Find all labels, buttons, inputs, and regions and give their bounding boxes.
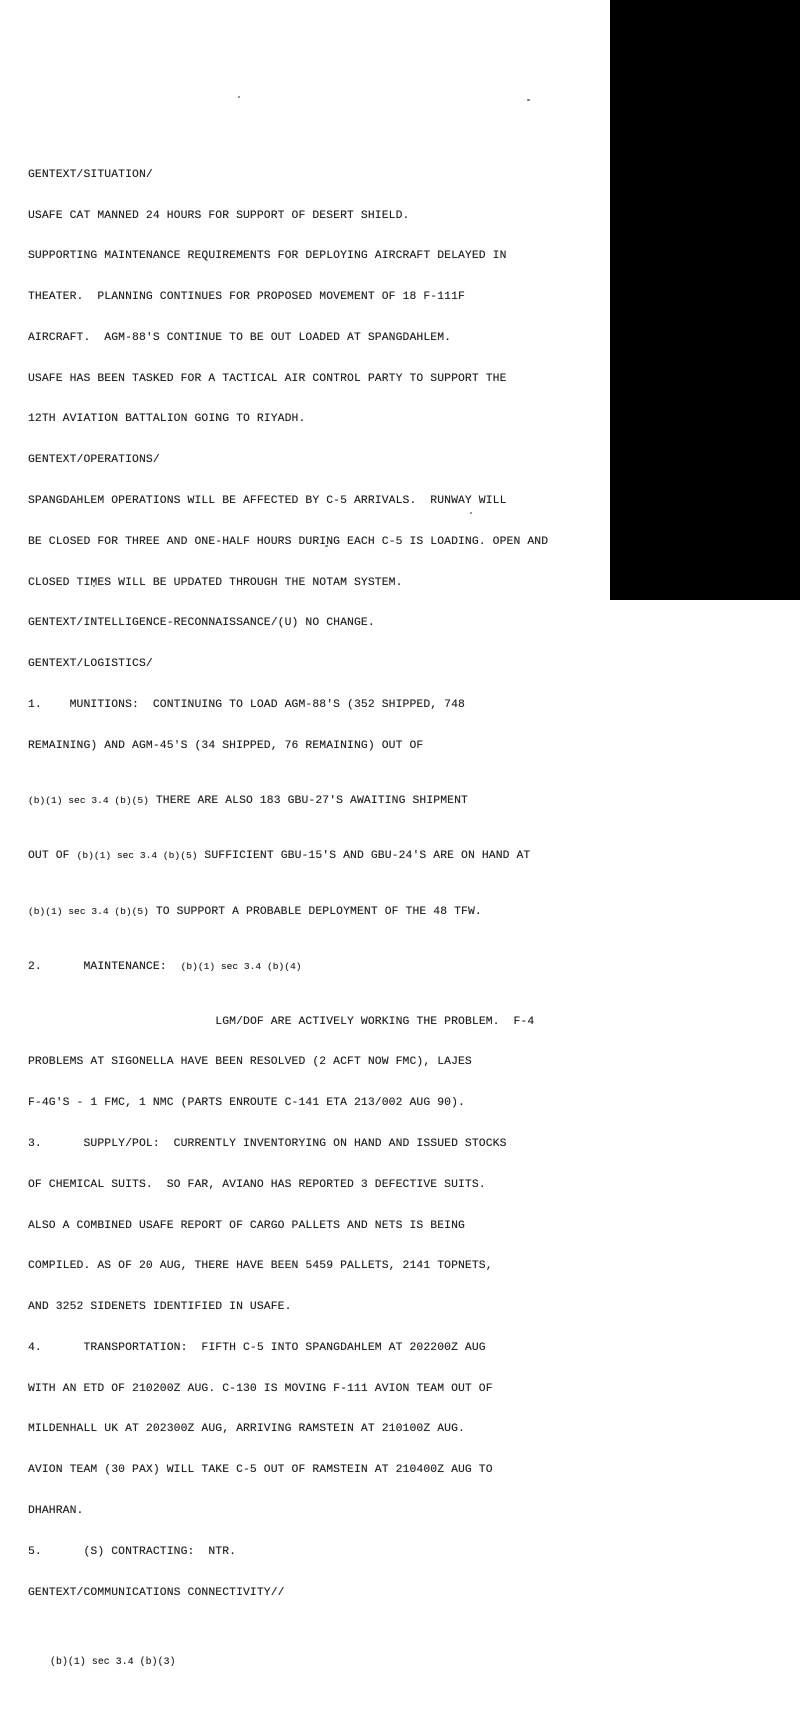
doc-line: GENTEXT/LOGISTICS/ <box>28 658 153 671</box>
doc-line-redacted <box>28 905 588 920</box>
doc-line: DHAHRAN. <box>28 1504 84 1517</box>
document-text-body <box>28 128 588 1709</box>
redaction-marking: (b)(1) sec 3.4 (b)(4) <box>180 961 302 973</box>
redaction-marking: (b)(1) sec 3.4 (b)(5) <box>76 850 198 862</box>
doc-line: USAFE CAT MANNED 24 HOURS FOR SUPPORT OF DESERT SHIELD. <box>28 209 410 222</box>
doc-line: GENTEXT/INTELLIGENCE-RECONNAISSANCE/(U) NO CHANGE. <box>28 617 375 630</box>
redaction-marking-footer: (b)(1) sec 3.4 (b)(3) <box>50 1655 176 1667</box>
scan-speck <box>527 99 530 101</box>
redaction-marking: (b)(1) sec 3.4 (b)(5) <box>28 795 149 807</box>
doc-line: ALSO A COMBINED USAFE REPORT OF CARGO PALLETS AND NETS IS BEING <box>28 1219 465 1232</box>
redaction-marking: (b)(1) sec 3.4 (b)(5) <box>28 905 149 917</box>
doc-line: GENTEXT/COMMUNICATIONS CONNECTIVITY// <box>28 1586 285 1599</box>
doc-line-redacted <box>28 849 588 864</box>
doc-line: SPANGDAHLEM OPERATIONS WILL BE AFFECTED BY C-5 ARRIVALS. RUNWAY WILL <box>28 495 507 508</box>
doc-line: MILDENHALL UK AT 202300Z AUG, ARRIVING RAMSTEIN AT 210100Z AUG. <box>28 1423 465 1436</box>
doc-line-text: OUT OF <box>28 850 77 863</box>
doc-line: WITH AN ETD OF 210200Z AUG. C-130 IS MOVING F-111 AVION TEAM OUT OF <box>28 1382 493 1395</box>
doc-line: GENTEXT/OPERATIONS/ <box>28 454 160 467</box>
doc-line: 1. MUNITIONS: CONTINUING TO LOAD AGM-88'S (352 SHIPPED, 748 <box>28 698 465 711</box>
doc-line: OF CHEMICAL SUITS. SO FAR, AVIANO HAS REPORTED 3 DEFECTIVE SUITS. <box>28 1178 486 1191</box>
scan-speck <box>238 96 240 98</box>
doc-line: 4. TRANSPORTATION: FIFTH C-5 INTO SPANGDAHLEM AT 202200Z AUG <box>28 1341 486 1354</box>
doc-line: F-4G'S - 1 FMC, 1 NMC (PARTS ENROUTE C-141 ETA 213/002 AUG 90). <box>28 1097 465 1110</box>
doc-line-text: SUFFICIENT GBU-15'S AND GBU-24'S ARE ON HAND AT <box>197 850 531 863</box>
doc-line: BE CLOSED FOR THREE AND ONE-HALF HOURS DURING EACH C-5 IS LOADING. OPEN AND <box>28 535 549 548</box>
doc-line-redacted <box>28 960 588 975</box>
doc-line: REMAINING) AND AGM-45'S (34 SHIPPED, 76 REMAINING) OUT OF <box>28 739 424 752</box>
doc-line: COMPILED. AS OF 20 AUG, THERE HAVE BEEN 5459 PALLETS, 2141 TOPNETS, <box>28 1260 493 1273</box>
doc-line: LGM/DOF ARE ACTIVELY WORKING THE PROBLEM. F-4 <box>28 1015 535 1028</box>
doc-line: SUPPORTING MAINTENANCE REQUIREMENTS FOR DEPLOYING AIRCRAFT DELAYED IN <box>28 250 507 263</box>
scan-margin-strip <box>610 0 800 600</box>
doc-line: 3. SUPPLY/POL: CURRENTLY INVENTORYING ON HAND AND ISSUED STOCKS <box>28 1137 507 1150</box>
doc-line-redacted <box>28 794 588 809</box>
doc-line: PROBLEMS AT SIGONELLA HAVE BEEN RESOLVED (2 ACFT NOW FMC), LAJES <box>28 1056 472 1069</box>
doc-line: AIRCRAFT. AGM-88'S CONTINUE TO BE OUT LOADED AT SPANGDAHLEM. <box>28 331 452 344</box>
doc-line: AVION TEAM (30 PAX) WILL TAKE C-5 OUT OF RAMSTEIN AT 210400Z AUG TO <box>28 1464 493 1477</box>
doc-line: THEATER. PLANNING CONTINUES FOR PROPOSED MOVEMENT OF 18 F-111F <box>28 291 465 304</box>
doc-line: 12TH AVIATION BATTALION GOING TO RIYADH. <box>28 413 306 426</box>
doc-line: AND 3252 SIDENETS IDENTIFIED IN USAFE. <box>28 1301 292 1314</box>
doc-line: GENTEXT/SITUATION/ <box>28 168 153 181</box>
doc-line: USAFE HAS BEEN TASKED FOR A TACTICAL AIR CONTROL PARTY TO SUPPORT THE <box>28 372 507 385</box>
doc-line: 5. (S) CONTRACTING: NTR. <box>28 1545 237 1558</box>
doc-line-text: THERE ARE ALSO 183 GBU-27'S AWAITING SHIPMENT <box>148 795 468 808</box>
doc-line-text: TO SUPPORT A PROBABLE DEPLOYMENT OF THE 48 TFW. <box>148 905 482 918</box>
doc-line: CLOSED TIMES WILL BE UPDATED THROUGH THE NOTAM SYSTEM. <box>28 576 403 589</box>
doc-line-text: 2. MAINTENANCE: <box>28 961 181 974</box>
